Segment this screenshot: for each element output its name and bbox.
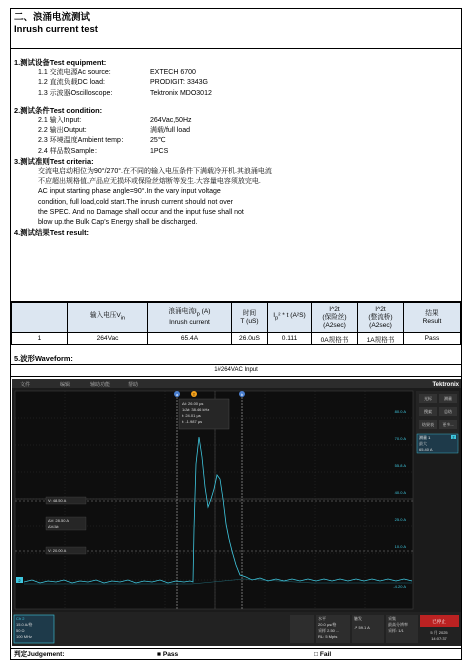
cell: 65.4A	[148, 333, 232, 345]
col-index-header	[12, 303, 68, 333]
col-current-header: 浪涌电流$I_p$ (A) Inrush current	[148, 303, 232, 333]
svg-text:搜索: 搜索	[424, 409, 432, 414]
dvdt-readout: ΔV/Δt:	[48, 524, 60, 529]
svg-text:t: -1.987 µs: t: -1.987 µs	[182, 419, 203, 424]
criteria-line: the SPEC. And no Damage shall occur and the input fuse shall not	[38, 208, 244, 216]
svg-text:b: b	[240, 392, 244, 397]
pass-option[interactable]: ■ Pass	[157, 651, 179, 658]
cond-label: 2.1 输入Input:	[38, 117, 82, 125]
svg-text:测量 1: 测量 1	[419, 435, 431, 440]
menu-utility[interactable]: 辅助功能	[90, 382, 111, 388]
svg-text:2: 2	[452, 435, 455, 440]
cond-label: 2.2 输出Output:	[38, 127, 87, 135]
v-readout: V: 20.00 A	[48, 548, 67, 553]
svg-text:25.0 A: 25.0 A	[394, 517, 406, 522]
svg-text:15.0 A/格: 15.0 A/格	[16, 622, 33, 627]
cell: 264Vac	[68, 333, 148, 345]
dv-readout: ΔV: 28.50 A	[48, 518, 69, 523]
menu-file[interactable]: 文件	[20, 382, 31, 388]
title-cn: 二、浪涌电流测试	[14, 12, 91, 23]
svg-text:T: T	[192, 392, 196, 397]
col-time-header: 时间 T (uS)	[232, 303, 268, 333]
svg-text:40.0 A: 40.0 A	[394, 490, 406, 495]
svg-text:65.40 A: 65.40 A	[419, 447, 433, 452]
svg-text:100 MHz: 100 MHz	[16, 634, 33, 639]
svg-text:20.0 µs/格: 20.0 µs/格	[318, 622, 337, 627]
svg-text:Δt: 26.00 µs: Δt: 26.00 µs	[182, 401, 204, 406]
cond-value: 满载/full load	[150, 127, 191, 135]
svg-text:采集: 采集	[388, 616, 396, 621]
test-description	[11, 49, 461, 302]
equip-value: EXTECH 6700	[150, 69, 196, 77]
add-new-math-button[interactable]	[290, 615, 314, 643]
section-title	[11, 9, 461, 49]
svg-text:-4.20 A: -4.20 A	[393, 584, 406, 589]
cell: 0.111	[268, 333, 312, 345]
brand-logo: Tektronix	[432, 382, 459, 388]
svg-text:RL: 5 Mpts: RL: 5 Mpts	[318, 634, 338, 639]
date-readout: 5 月 2025	[430, 630, 448, 635]
cell: Pass	[404, 333, 461, 345]
judgement-label: 判定Judgement:	[14, 651, 65, 658]
criteria-line: blow up.the Bulk Cap’s Energy shall be discharged.	[38, 219, 198, 227]
title-en: Inrush current test	[14, 24, 98, 35]
criteria-line: AC input starting phase angle=90°.In the vary input voltage	[38, 188, 221, 196]
svg-text:光标: 光标	[424, 396, 432, 401]
equipment-heading: 1.测试设备Test equipment:	[14, 58, 107, 67]
svg-text:已停止: 已停止	[432, 619, 446, 624]
cell: 1A规格书	[358, 333, 404, 345]
svg-text:70.0 A: 70.0 A	[394, 436, 406, 441]
equip-value: Tektronix MDO3012	[150, 89, 212, 97]
time-readout: 14:07:37	[431, 636, 447, 641]
svg-text:测量: 测量	[444, 396, 452, 401]
condition-heading: 2.测试条件Test condition:	[14, 105, 103, 115]
menu-edit[interactable]: 编辑	[60, 382, 71, 388]
scope-svg	[12, 379, 461, 646]
svg-text:触发: 触发	[354, 616, 362, 621]
svg-text:50 Ω: 50 Ω	[16, 628, 25, 633]
equip-label: 1.3 示波器Oscilloscope:	[38, 89, 113, 97]
svg-text:最高分辨率: 最高分辨率	[388, 622, 408, 627]
svg-text:采样: 1/1: 采样: 1/1	[388, 628, 404, 633]
svg-text:Ch 2: Ch 2	[16, 616, 25, 621]
criteria-line: 不应超出规格值,产品应无损坏或保险丝熔断等发生.大容量电容须放完电.	[38, 178, 261, 186]
oscilloscope-screenshot	[12, 379, 461, 646]
equip-label: 1.2 直流负载DC load:	[38, 79, 105, 87]
cond-label: 2.4 样品数Sample：	[38, 147, 102, 155]
col-fuse-header: I^2t (保险丝) (A2sec)	[312, 303, 358, 333]
criteria-line: 交流电启动相位为90°/270°.在不同的输入电压条件下满载冷开机.其浪涌电流	[38, 168, 272, 176]
criteria-line: condition, full load,cold start.The inrush current should not over	[38, 198, 233, 206]
svg-text:55.8 A: 55.8 A	[394, 463, 406, 468]
table-row	[12, 333, 461, 345]
col-bridge-header: I^2t (整流桥) (A2sec)	[358, 303, 404, 333]
result-table	[11, 302, 461, 345]
svg-text:a: a	[175, 392, 179, 397]
svg-text:1/Δt: 38.46 kHz: 1/Δt: 38.46 kHz	[182, 407, 210, 412]
cell: 0A规格书	[312, 333, 358, 345]
report-page	[10, 8, 462, 660]
waveform-caption: 1#264VAC Input	[11, 365, 461, 377]
cond-value: 25℃	[150, 137, 166, 145]
svg-text:最大: 最大	[419, 441, 427, 446]
judgement-row	[11, 648, 461, 660]
svg-text:更多...: 更多...	[442, 422, 454, 427]
svg-text:总结: 总结	[444, 409, 452, 414]
cell: 26.0uS	[232, 333, 268, 345]
svg-text:2: 2	[18, 578, 21, 583]
svg-text:↗ 59.1 A: ↗ 59.1 A	[354, 625, 370, 630]
svg-text:80.0 A: 80.0 A	[394, 409, 406, 414]
svg-text:水平: 水平	[318, 616, 326, 621]
v-readout: V: 48.50 A	[48, 498, 67, 503]
result-heading: 4.测试结果Test result:	[14, 228, 90, 238]
svg-text:t: 24.01 µs: t: 24.01 µs	[182, 413, 201, 418]
cell: 1	[12, 333, 68, 345]
cond-value: 1PCS	[150, 147, 169, 155]
svg-text:结果表: 结果表	[422, 422, 434, 427]
equip-label: 1.1 交流电源Ac source:	[38, 69, 111, 77]
col-i2t-header: $I_p^2$ * t (A²S)	[268, 303, 312, 333]
equip-value: PRODIGIT: 3343G	[150, 79, 208, 87]
criteria-heading: 3.测试准则Test criteria:	[14, 156, 94, 166]
menu-help[interactable]: 帮助	[128, 382, 139, 388]
col-voltage-header: 输入电压$V_{in}$	[68, 303, 148, 333]
cond-value: 264Vac,50Hz	[150, 117, 192, 125]
cond-label: 2.3 环境温度Ambient temp：	[38, 137, 128, 145]
waveform-heading: 5.波形Waveform:	[11, 353, 461, 365]
fail-option[interactable]: □ Fail	[314, 651, 332, 658]
svg-text:10.0 A: 10.0 A	[394, 544, 406, 549]
svg-text:采样 2.50 ...: 采样 2.50 ...	[318, 628, 340, 633]
col-result-header: 结果 Result	[404, 303, 461, 333]
